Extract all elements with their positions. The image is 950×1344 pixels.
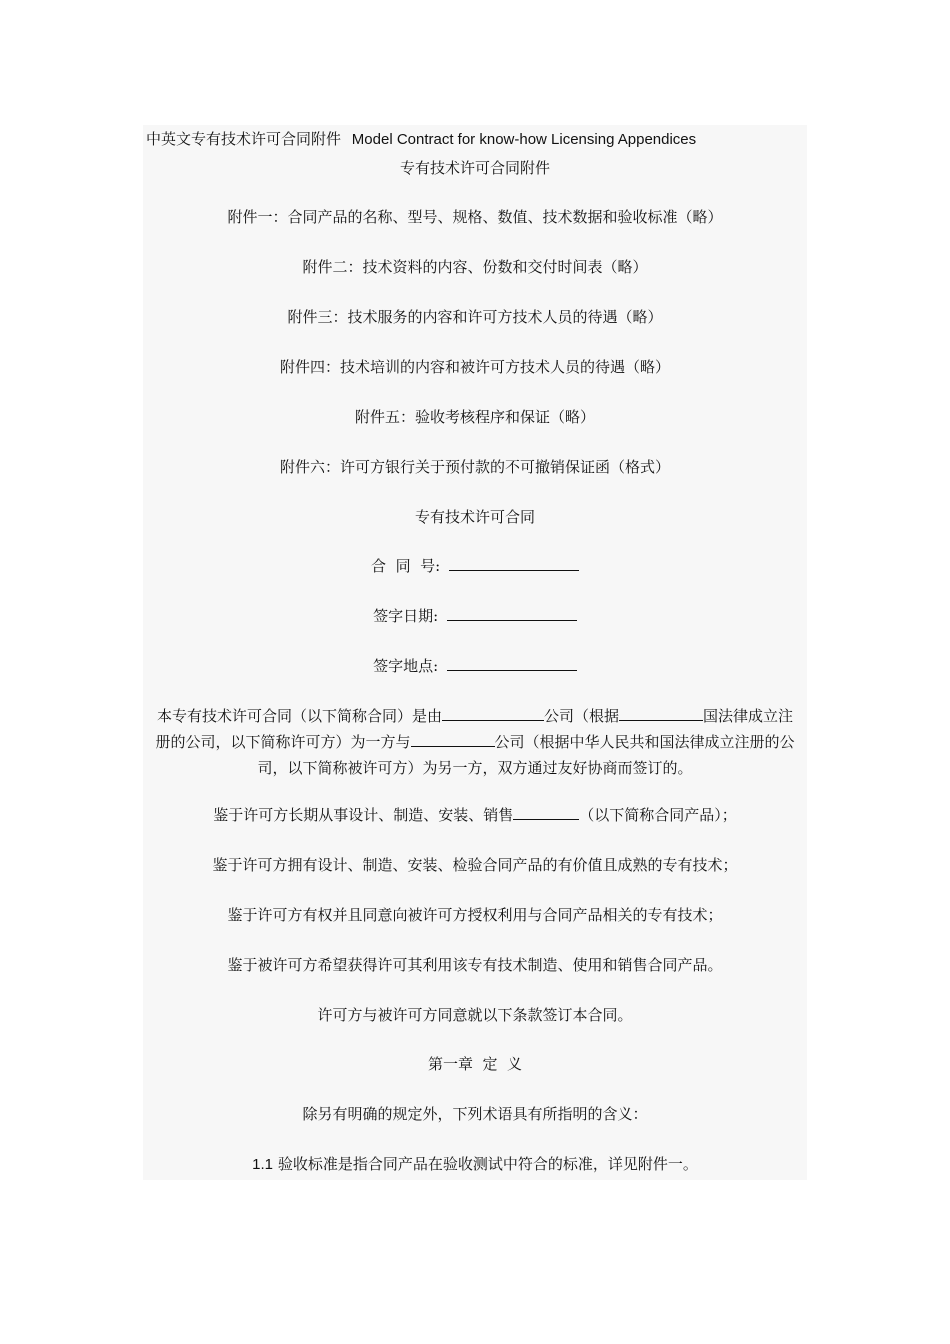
title-en: Model Contract for know-how Licensing Appendices [351,131,697,148]
chapter-heading: 第一章 定 义 [427,1055,523,1073]
appendix-3: 附件三：技术服务的内容和许可方技术人员的待遇（略） [287,308,663,326]
intro-part-2: 公司（根据 [543,707,619,725]
contract-number-label: 合 同 号: [371,557,441,575]
sign-place-row [143,656,807,676]
contract-number-blank [449,556,579,571]
whereas-1 [143,805,807,825]
definitions-intro: 除另有明确的规定外，下列术语具有所指明的含义： [302,1105,648,1123]
clause-1-1-number: 1.1 [252,1156,274,1173]
whereas-3: 鉴于许可方有权并且同意向被许可方授权利用与合同产品相关的专有技术； [227,906,723,924]
document-body [143,125,807,1180]
clause-1-1 [143,1154,807,1175]
appendix-4: 附件四：技术培训的内容和被许可方技术人员的待遇（略） [279,358,670,376]
agreement-statement: 许可方与被许可方同意就以下条款签订本合同。 [317,1006,633,1024]
appendix-5: 附件五：验收考核程序和保证（略） [354,408,595,426]
appendix-heading: 专有技术许可合同附件 [399,159,550,177]
intro-part-4: 公司（根据中华人民共和国法律成立注册的公司，以下简称被许可方）为另一方，双方通过友好协商而签订的。 [257,733,795,777]
sign-date-label: 签字日期: [373,607,439,625]
clause-1-1-text: 验收标准是指合同产品在验收测试中符合的标准，详见附件一。 [277,1155,698,1173]
intro-part-1: 本专有技术许可合同（以下简称合同）是由 [156,707,442,725]
licensor-name-blank [442,706,544,721]
whereas-1-part-b: （以下简称合同产品）； [579,806,737,824]
sign-date-blank [447,606,577,621]
appendix-2: 附件二：技术资料的内容、份数和交付时间表（略） [302,258,648,276]
document-title [146,129,810,150]
appendix-1: 附件一：合同产品的名称、型号、规格、数值、技术数据和验收标准（略） [227,208,723,226]
product-blank [513,805,579,820]
intro-part-3: 国法律成立注册的公司，以下简称许可方）为一方与 [155,707,794,751]
sign-date-row [143,606,807,626]
intro-paragraph [153,703,797,781]
licensee-name-blank [411,732,495,747]
licensor-country-blank [619,706,703,721]
whereas-2: 鉴于许可方拥有设计、制造、安装、检验合同产品的有价值且成熟的专有技术； [212,856,738,874]
appendix-6: 附件六：许可方银行关于预付款的不可撤销保证函（格式） [279,458,670,476]
whereas-4: 鉴于被许可方希望获得许可其利用该专有技术制造、使用和销售合同产品。 [227,956,723,974]
whereas-1-part-a: 鉴于许可方长期从事设计、制造、安装、销售 [213,806,514,824]
title-cn: 中英文专有技术许可合同附件 [146,130,342,148]
sign-place-label: 签字地点: [373,657,439,675]
contract-number-row [143,556,807,576]
sign-place-blank [447,656,577,671]
contract-heading: 专有技术许可合同 [414,508,535,526]
